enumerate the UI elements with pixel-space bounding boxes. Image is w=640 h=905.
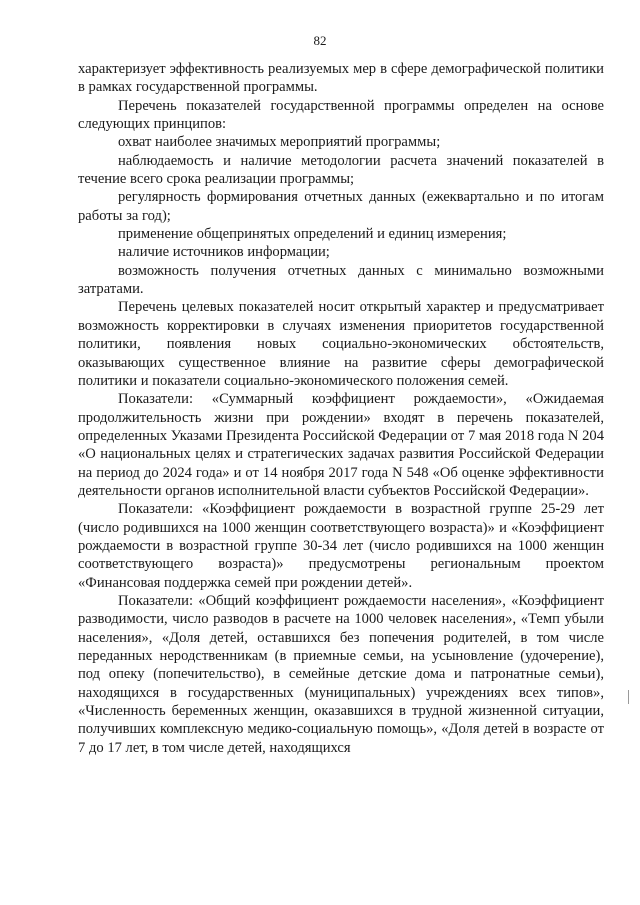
margin-mark	[628, 690, 629, 704]
paragraph-principle-sources: наличие источников информации;	[118, 244, 330, 261]
paragraph-principle-costs: возможность получения отчетных данных с минимально возможными затратами.	[78, 262, 604, 298]
page-number: 82	[313, 33, 327, 48]
paragraph-indicators-other: Показатели: «Общий коэффициент рождаемости населения», «Коэффициент разводимости, число разводов в расчете на 1000 человек населения», «Темп убыли населения», «Доля детей, оставшихся без попечения родителей, в том числе переданных неродственникам (в приемные семьи, на усыновление (удочерение), под опеку (попечительство), в семейные детские дома и патронатные семьи), находящихся в государственных (муниципальных) учреждениях всех типов», «Численность беременных женщин, оказавшихся в трудной жизненной ситуации, получивших комплексную медико-социальную помощь», «Доля детей в возрасте от 7 до 17 лет, в том числе детей, находящихся	[78, 592, 604, 756]
paragraph-indicators-decrees: Показатели: «Суммарный коэффициент рождаемости», «Ожидаемая продолжительность жизни при рождении» входят в перечень показателей, определенных Указами Президента Российской Федерации от 7 мая 2018 года N 204 «О национальных целях и стратегических задачах развития Российской Федерации на период до 2024 года» и от 14 ноября 2017 года N 548 «Об оценке эффективности деятельности органов исполнительной власти субъектов Российской Федерации».	[78, 391, 604, 499]
paragraph-continuation: характеризует эффективность реализуемых мер в сфере демографической политики в рамках государственной программы.	[78, 61, 604, 96]
paragraph-open-list: Перечень целевых показателей носит открытый характер и предусматривает возможность корректировки в случаях изменения приоритетов государственной политики, появления новых социально-экономических обстоятельств, оказывающих существенное влияние на развитие сферы демографической политики и показатели социально-экономического положения семей.	[78, 299, 604, 389]
paragraph-principles-intro: Перечень показателей государственной программы определен на основе следующих принципов:	[78, 97, 604, 133]
paragraph-principle-regularity: регулярность формирования отчетных данных (ежеквартально и по итогам работы за год);	[78, 189, 604, 224]
paragraph-principle-coverage: охват наиболее значимых мероприятий программы;	[118, 134, 441, 151]
paragraph-principle-definitions: применение общепринятых определений и единиц измерения;	[118, 226, 507, 243]
paragraph-indicators-regional-project: Показатели: «Коэффициент рождаемости в возрастной группе 25-29 лет (число родившихся на 1000 женщин соответствующего возраста)» и «Коэффициент рождаемости в возрастной группе 30-34 лет (число родившихся на 1000 женщин соответствующего возраста)» предусмотрены региональным проектом «Финансовая поддержка семей при рождении детей».	[78, 501, 604, 591]
paragraph-principle-observability: наблюдаемость и наличие методологии расчета значений показателей в течение всего срока реализации программы;	[78, 152, 604, 188]
document-body	[78, 60, 604, 757]
